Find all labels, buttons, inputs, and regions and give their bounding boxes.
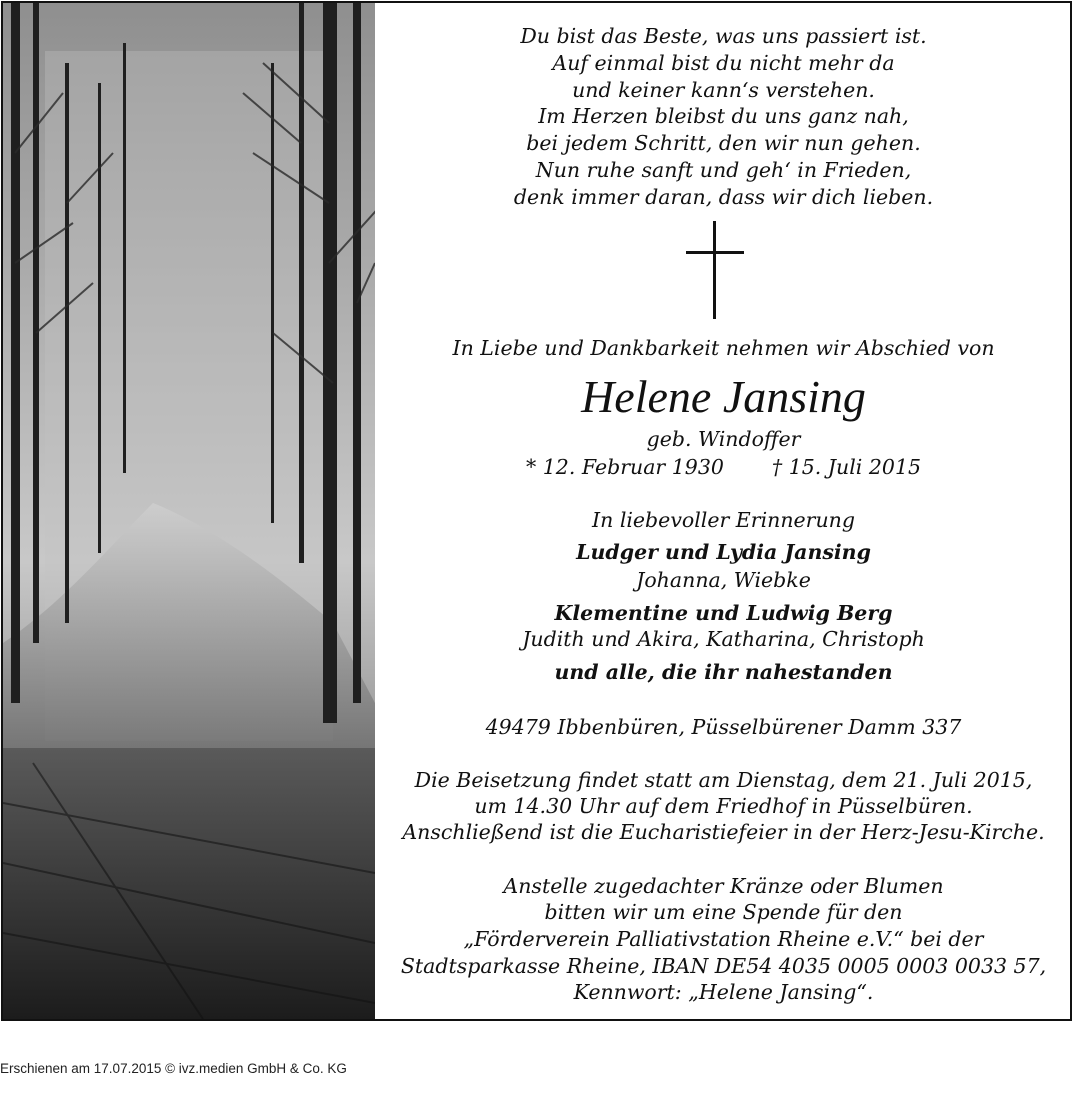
cross-icon xyxy=(686,221,744,321)
forest-path-illustration xyxy=(3,3,375,1019)
donation-line: Anstelle zugedachter Kränze oder Blumen xyxy=(503,874,944,898)
poem-line: Du bist das Beste, was uns passiert ist. xyxy=(520,24,927,48)
address: 49479 Ibbenbüren, Püsselbürener Damm 337 xyxy=(485,715,962,739)
poem-line: und keiner kann‘s verstehen. xyxy=(572,77,875,102)
death-date: † 15. Juli 2015 xyxy=(771,455,922,479)
deceased-name: Helene Jansing xyxy=(581,371,866,422)
poem xyxy=(375,23,1072,211)
funeral-info-line: Die Beisetzung findet statt am Dienstag, dem 21. Juli 2015, xyxy=(414,768,1033,792)
donation-line: Kennwort: „Helene Jansing“. xyxy=(573,980,874,1004)
birth-name: geb. Windoffer xyxy=(646,427,801,451)
publication-footer: Erschienen am 17.07.2015 © ivz.medien GmbH & Co. KG xyxy=(0,1061,347,1076)
mourners-others: und alle, die ihr nahestanden xyxy=(554,660,893,684)
funeral-info-line: Anschließend ist die Eucharistiefeier in der Herz-Jesu-Kirche. xyxy=(402,820,1045,844)
mourner-family: Klementine und Ludwig Berg xyxy=(554,601,893,625)
funeral-info-line: um 14.30 Uhr auf dem Friedhof in Püsselbüren. xyxy=(474,794,973,818)
mourner-children: Johanna, Wiebke xyxy=(636,568,811,592)
birth-date: * 12. Februar 1930 xyxy=(525,455,724,479)
forest-path-photo xyxy=(3,3,375,1019)
obituary-notice xyxy=(1,1,1072,1021)
poem-line: denk immer daran, dass wir dich lieben. xyxy=(513,184,934,209)
poem-line: bei jedem Schritt, den wir nun gehen. xyxy=(526,131,921,156)
donation-line: Stadtsparkasse Rheine, IBAN DE54 4035 0005 0003 0033 57, xyxy=(400,954,1047,978)
poem-line: Im Herzen bleibst du uns ganz nah, xyxy=(538,104,909,129)
notice-text xyxy=(375,3,1072,1019)
donation-line: „Förderverein Palliativstation Rheine e.V.“ bei der xyxy=(463,927,984,951)
poem-line: Auf einmal bist du nicht mehr da xyxy=(552,50,895,75)
mourner-family: Ludger und Lydia Jansing xyxy=(576,540,871,564)
farewell-intro: In Liebe und Dankbarkeit nehmen wir Abschied von xyxy=(452,336,995,360)
life-dates xyxy=(375,454,1072,480)
poem-line: Nun ruhe sanft und geh‘ in Frieden, xyxy=(535,157,912,182)
mourner-children: Judith und Akira, Katharina, Christoph xyxy=(522,627,925,651)
mourners-heading: In liebevoller Erinnerung xyxy=(592,508,855,532)
donation-line: bitten wir um eine Spende für den xyxy=(544,900,903,924)
